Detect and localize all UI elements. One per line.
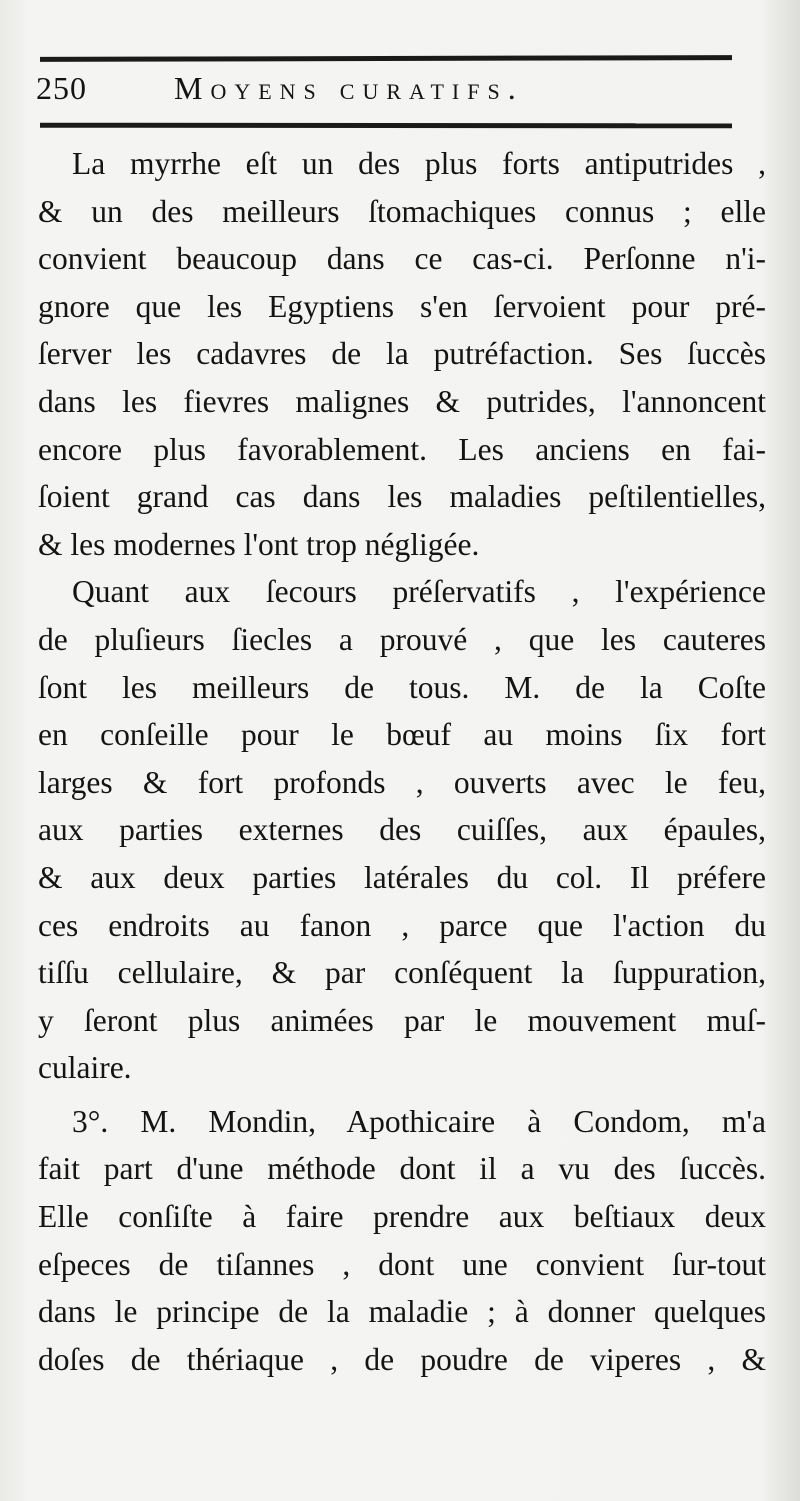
body-text — [38, 140, 766, 1383]
text-line: dans le principe de la maladie ; à donner quelques — [38, 1294, 766, 1330]
header-top-rule — [40, 55, 732, 62]
text-line: de pluſieurs ſiecles a prouvé , que les cauteres — [38, 621, 766, 657]
text-line: encore plus favorablement. Les anciens en fai- — [38, 431, 766, 467]
running-title: Moyens curatifs. — [174, 70, 524, 106]
page-header — [36, 68, 736, 112]
text-line: & un des meilleurs ſtomachiques connus ; elle — [38, 193, 766, 229]
text-line: & aux deux parties latérales du col. Il préfere — [38, 859, 766, 895]
text-line: & les modernes l'ont trop négligée. — [38, 526, 480, 562]
text-line: ſerver les cadavres de la putréfaction. Ses ſuccès — [38, 336, 766, 372]
text-line: en conſeille pour le bœuf au moins ſix fort — [38, 717, 766, 753]
text-line: eſpeces de tiſannes , dont une convient ſur-tout — [38, 1246, 766, 1282]
text-line: Elle conſiſte à faire prendre aux beſtiaux deux — [38, 1199, 766, 1235]
text-line: gnore que les Egyptiens s'en ſervoient pour pré- — [38, 288, 766, 324]
text-line: y ſeront plus animées par le mouvement muſ- — [38, 1002, 766, 1038]
text-line: dans les fievres malignes & putrides, l'annoncent — [38, 383, 766, 419]
header-bottom-rule — [40, 123, 732, 129]
paragraph-3 — [38, 1098, 766, 1384]
paragraph-1 — [38, 140, 766, 568]
text-line: 3°. M. Mondin, Apothicaire à Condom, m'a — [72, 1103, 766, 1139]
text-line: fait part d'une méthode dont il a vu des ſuccès. — [38, 1151, 766, 1187]
page-number: 250 — [36, 70, 87, 106]
text-line: tiſſu cellulaire, & par conſéquent la ſuppuration, — [38, 955, 766, 991]
text-line: aux parties externes des cuiſſes, aux épaules, — [38, 812, 766, 848]
text-line: Quant aux ſecours préſervatifs , l'expérience — [72, 574, 766, 610]
paragraph-2 — [38, 568, 766, 1092]
text-line: La myrrhe eſt un des plus forts antiputrides , — [72, 146, 766, 181]
text-line: culaire. — [38, 1050, 132, 1086]
text-line: ſoient grand cas dans les maladies peſtilentielles, — [38, 479, 766, 515]
text-line: ſont les meilleurs de tous. M. de la Coſte — [38, 669, 766, 705]
text-line: ces endroits au fanon , parce que l'action du — [38, 907, 766, 943]
text-line: doſes de thériaque , de poudre de viperes , & — [38, 1341, 766, 1377]
text-line: convient beaucoup dans ce cas-ci. Perſonne n'i- — [38, 241, 766, 277]
text-line: larges & fort profonds , ouverts avec le feu, — [38, 764, 766, 800]
